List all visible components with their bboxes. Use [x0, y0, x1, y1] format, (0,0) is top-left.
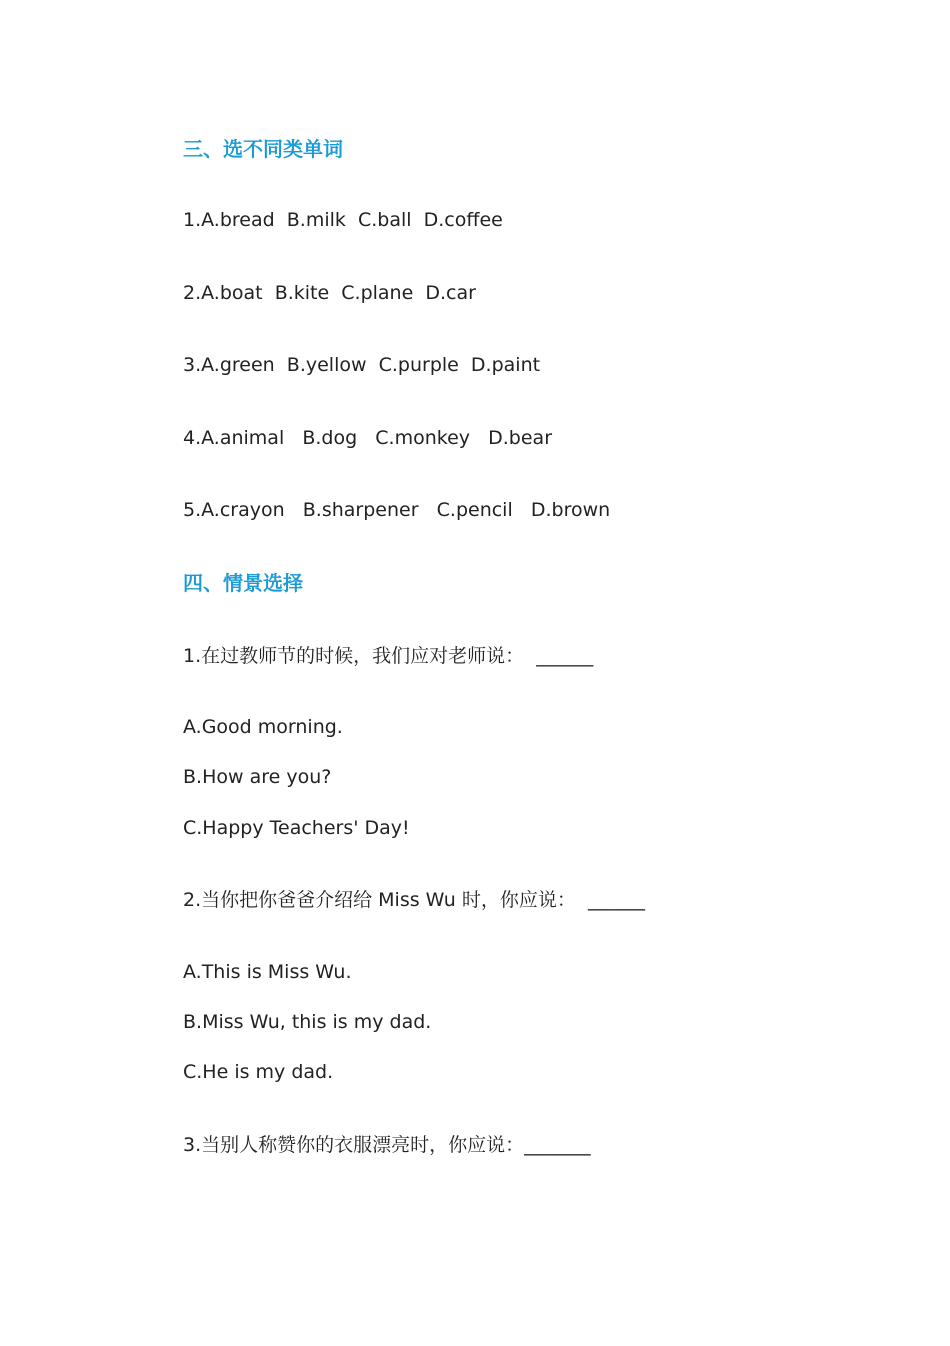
- odd-one-out-item-4: 4.A.animal B.dog C.monkey D.bear: [183, 427, 553, 449]
- situation-question-2-option-a: A.This is Miss Wu.: [183, 961, 352, 983]
- situation-question-1-option-b: B.How are you?: [183, 766, 332, 788]
- situation-question-2-option-b: B.Miss Wu, this is my dad.: [183, 1011, 432, 1033]
- situation-question-2: 2.当你把你爸爸介绍给 Miss Wu 时，你应说： ______: [183, 889, 645, 911]
- odd-one-out-item-3: 3.A.green B.yellow C.purple D.paint: [183, 354, 541, 376]
- situation-question-2-option-c: C.He is my dad.: [183, 1061, 334, 1083]
- odd-one-out-item-5: 5.A.crayon B.sharpener C.pencil D.brown: [183, 499, 611, 521]
- odd-one-out-item-2: 2.A.boat B.kite C.plane D.car: [183, 282, 476, 304]
- situation-question-1-option-a: A.Good morning.: [183, 716, 343, 738]
- situation-question-3: 3.当别人称赞你的衣服漂亮时，你应说：_______: [183, 1134, 591, 1156]
- section-heading-situational-choice: 四、情景选择: [183, 571, 303, 595]
- situation-question-1: 1.在过教师节的时候，我们应对老师说： ______: [183, 645, 594, 667]
- odd-one-out-item-1: 1.A.bread B.milk C.ball D.coffee: [183, 209, 503, 231]
- situation-question-1-option-c: C.Happy Teachers' Day!: [183, 817, 410, 839]
- section-heading-odd-one-out: 三、选不同类单词: [183, 137, 343, 161]
